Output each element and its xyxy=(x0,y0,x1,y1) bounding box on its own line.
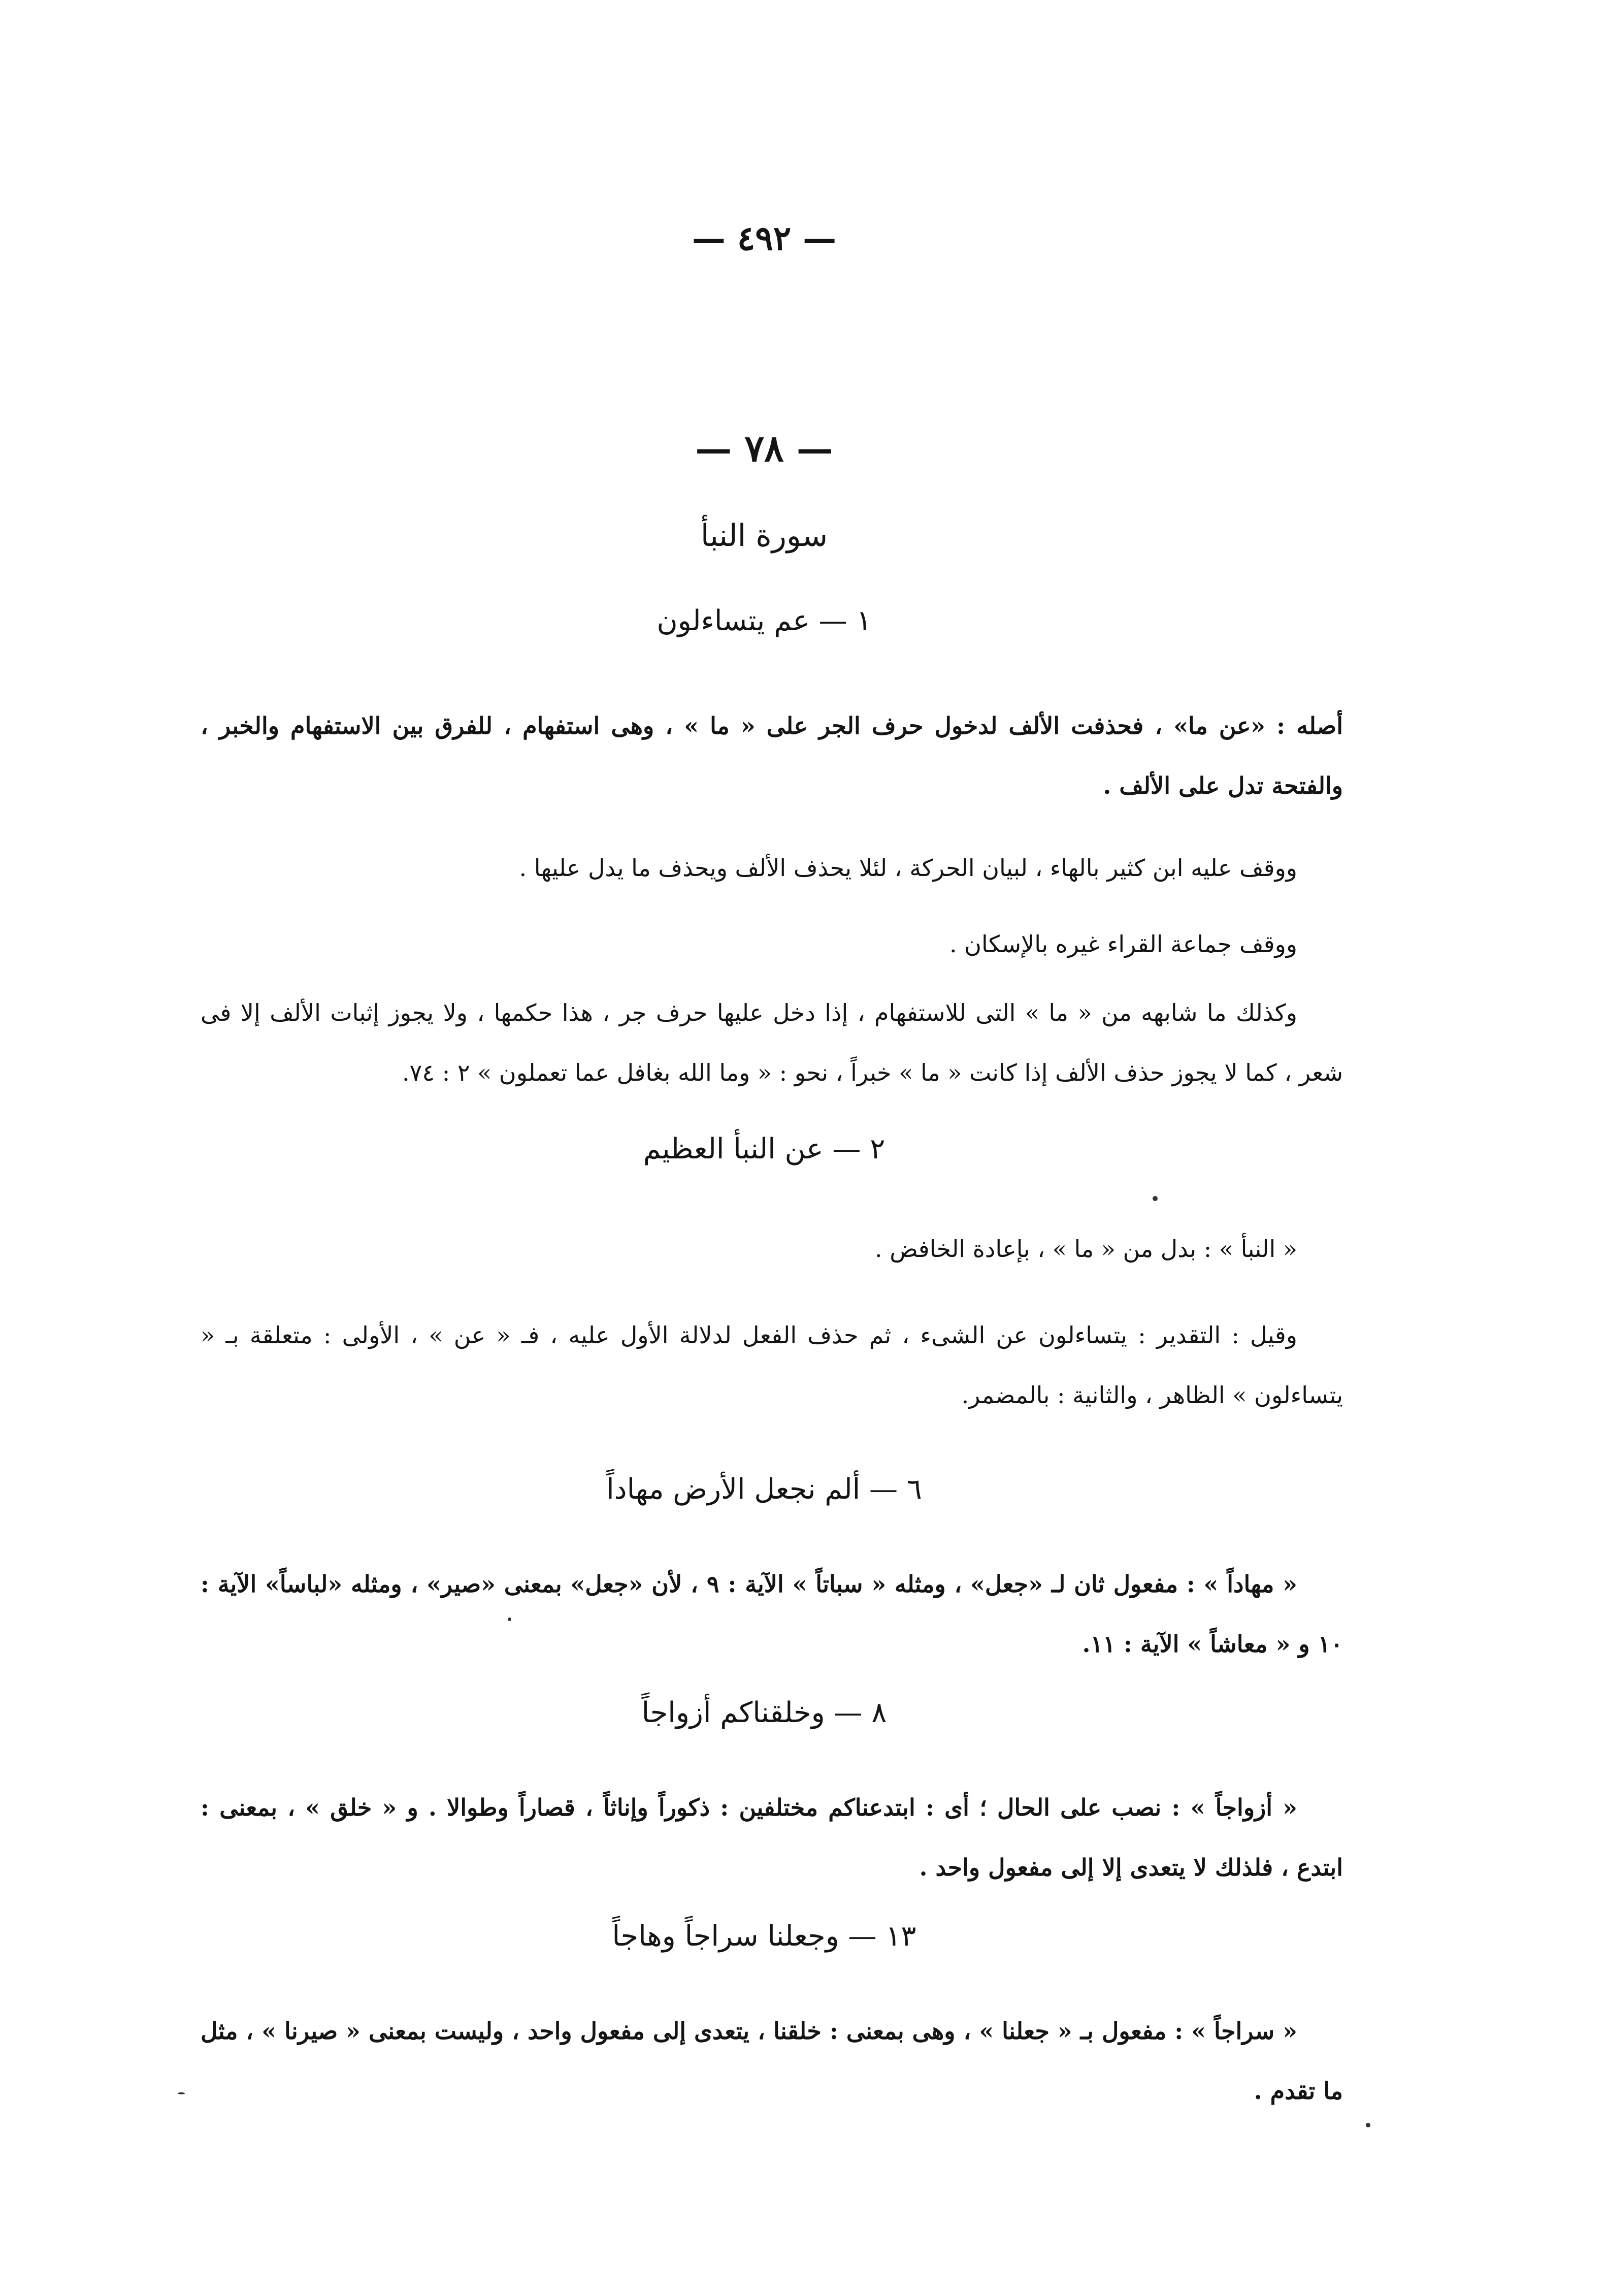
verse-heading-6: ٦ — ألم نجعل الأرض مهاداً xyxy=(606,1473,922,1506)
verse-heading-8: ٨ — وخلقناكم أزواجاً xyxy=(641,1696,887,1729)
paragraph-1-1: أصله : «عن ما» ، فحذفت الألف لدخول حرف الجر على « ما » ، وهى استفهام ، للفرق بين الاستفهام والخبر ، والفتحة تدل على الألف . xyxy=(201,712,1343,799)
verse-heading-2: ٢ — عن النبأ العظيم xyxy=(643,1133,886,1166)
paragraph-1-3: ووقف جماعة القراء غيره بالإسكان . xyxy=(949,930,1297,958)
scan-speck xyxy=(508,1618,511,1621)
paragraph-2-1: « النبأ » : بدل من « ما » ، بإعادة الخافض . xyxy=(875,1235,1297,1263)
scan-speck xyxy=(1366,2123,1370,2127)
paragraph-13-1: « سراجاً » : مفعول بـ « جعلنا » ، وهى بمعنى : خلقنا ، يتعدى إلى مفعول واحد ، وليست بمعنى « صيرنا » ، مثل ما تقدم . xyxy=(201,2017,1343,2105)
paragraph-1-4: وكذلك ما شابهه من « ما » التى للاستفهام ، إذا دخل عليها حرف جر ، هذا حكمها ، ولا يجوز إثبات الألف إلا فى شعر ، كما لا يجوز حذف الألف إذا كانت « ما » خبراً ، نحو : « وما الله بغافل عما تعملون » ٢ : ٧٤. xyxy=(201,999,1343,1086)
scan-speck xyxy=(1153,1196,1158,1201)
paragraph-8-1: « أزواجاً » : نصب على الحال ؛ أى : ابتدعناكم مختلفين : ذكوراً وإناثاً ، قصاراً وطوالا . و « خلق » ، بمعنى : ابتدع ، فلذلك لا يتعدى إلا إلى مفعول واحد . xyxy=(201,1794,1343,1881)
verse-heading-1: ١ — عم يتساءلون xyxy=(657,604,872,637)
paragraph-2-2: وقيل : التقدير : يتساءلون عن الشىء ، ثم حذف الفعل لدلالة الأول عليه ، فـ « عن » ، الأولى : متعلقة بـ « يتساءلون » الظاهر ، والثانية : بالمضمر. xyxy=(201,1321,1343,1409)
paragraph-1-2: ووقف عليه ابن كثير بالهاء ، لبيان الحركة ، لئلا يحذف الألف ويحذف ما يدل عليها . xyxy=(519,854,1297,882)
surah-title: سورة النبأ xyxy=(700,518,828,554)
paragraph-6-1: « مهاداً » : مفعول ثان لـ «جعل» ، ومثله « سباتاً » الآية : ٩ ، لأن «جعل» بمعنى «صير» ، ومثله «لباساً» الآية : ١٠ و « معاشاً » الآية : ١١. xyxy=(201,1570,1343,1658)
verse-heading-13: ١٣ — وجعلنا سراجاً وهاجاً xyxy=(612,1920,916,1953)
surah-number: — ٧٨ — xyxy=(695,427,833,470)
page-number: — ٤٩٢ — xyxy=(692,218,837,258)
scan-speck xyxy=(178,2092,185,2094)
